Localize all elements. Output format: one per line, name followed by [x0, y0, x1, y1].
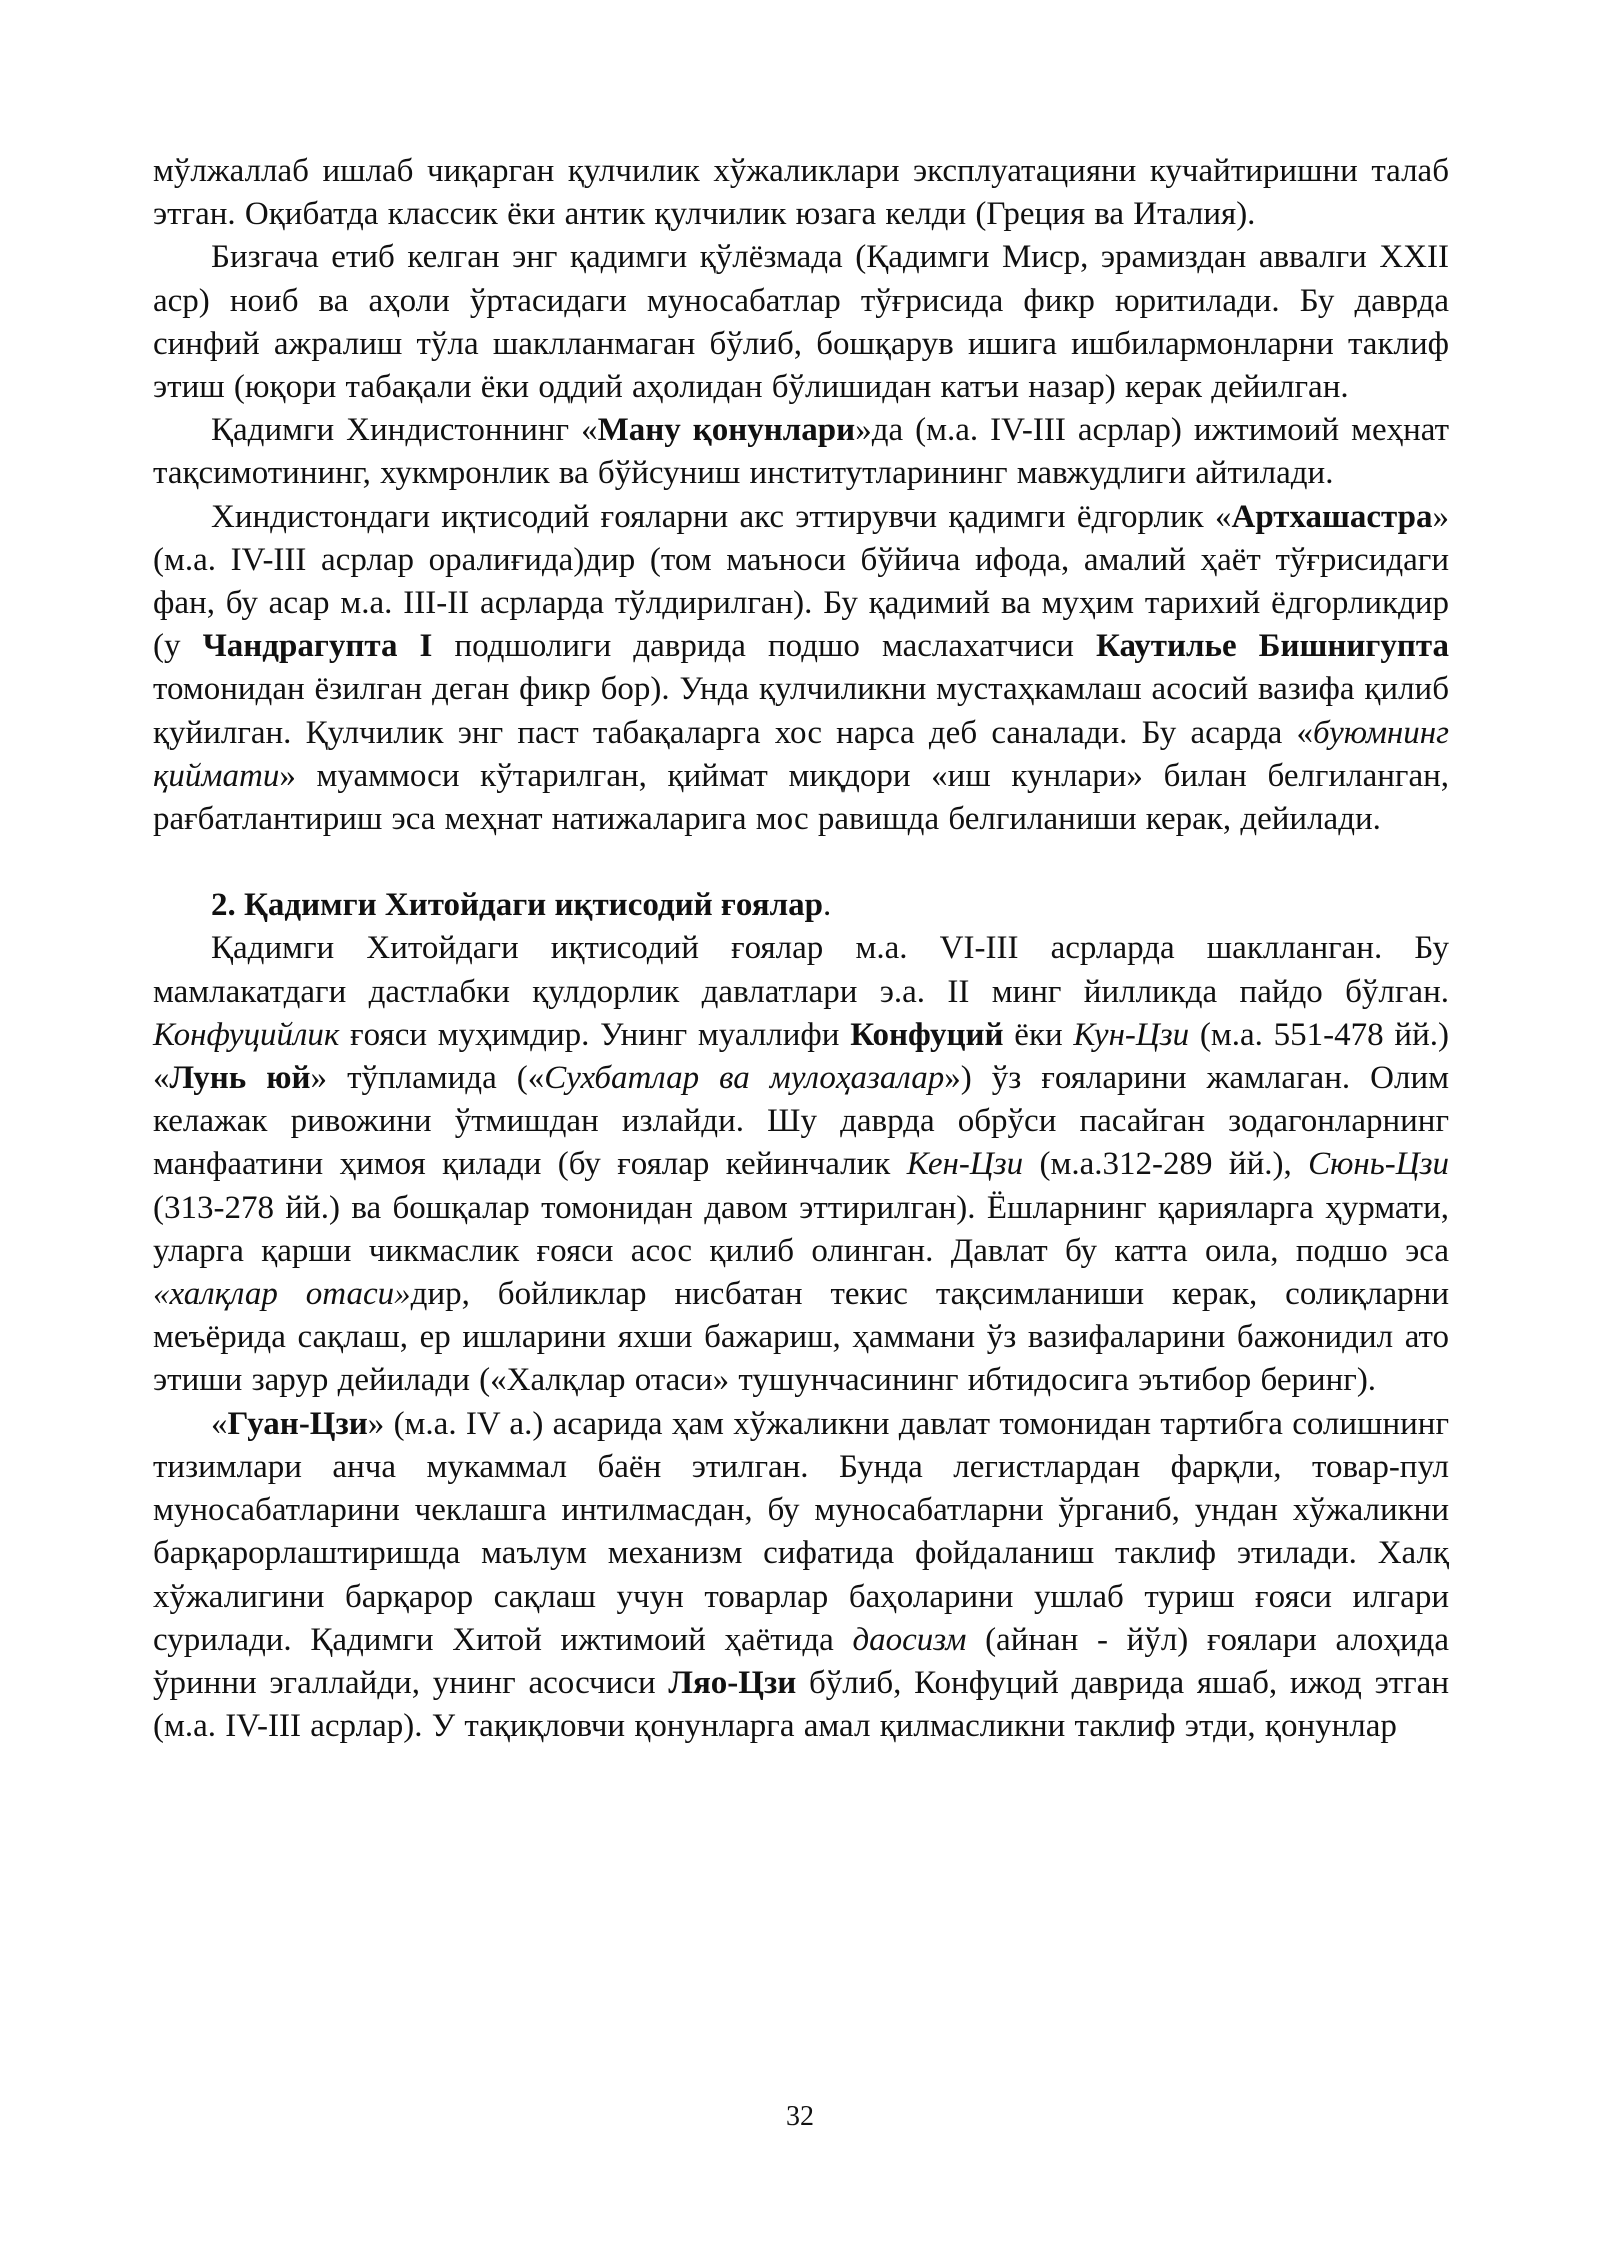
text-run: подшолиги даврида подшо маслахатчиси	[432, 628, 1096, 665]
text-run: ») ўз ғояларини жамлаган. Олим келажак ривожини ўтмишдан излайди. Шу даврда обрўси пасайган зодагонларнинг манфаатини ҳимоя қилади (бу ғоялар кейинчалик	[153, 1060, 1449, 1183]
name-kun-tszi: Кун-Цзи	[1073, 1016, 1190, 1053]
term-father-of-peoples: «халқлар отаси»	[153, 1276, 411, 1313]
paragraph-2-text: Бизгача етиб келган энг қадимги қўлёзмада (Қадимги Миср, эрамиздан аввалги XXII аср) ноиб ва аҳоли ўртасидаги муносабатлар тўғрисида фикр юритилади. Бу даврда синфий ажралиш тўла шаклланмаган бўлиб, бошқарув ишига ишбилармонларни таклиф этиш (юқори табақали ёки оддий аҳолидан бўлишидан катъи назар) керак дейилган.	[153, 239, 1449, 406]
name-confucius: Конфуций	[850, 1016, 1004, 1053]
name-syun-tszi: Сюнь-Цзи	[1308, 1146, 1450, 1183]
title-guan-tszi: Гуан-Цзи	[227, 1405, 368, 1442]
text-run: » муаммоси кўтарилган, қиймат миқдори «иш кунлари» билан белгиланган, рағбатлантириш эса меҳнат натижаларига мос равишда белгиланиши керак, дейилади.	[153, 757, 1449, 838]
title-lun-yu: Лунь юй	[169, 1060, 311, 1097]
text-run: » тўпламида («	[310, 1060, 545, 1097]
paragraph-5	[153, 927, 1449, 1402]
paragraph-1	[153, 150, 1449, 236]
name-lyao-tszi: Ляо-Цзи	[668, 1664, 797, 1701]
term-value-of-goods: буюмнинг қиймати	[153, 714, 1449, 794]
title-conversations: Сухбатлар ва мулоҳазалар	[544, 1060, 945, 1097]
text-run: Хиндистондаги иқтисодий ғояларни акс эттирувчи қадимги ёдгорлик «	[211, 498, 1232, 535]
term-manu-laws: Ману қонунлари	[597, 412, 856, 449]
name-chandragupta: Чандрагупта I	[202, 628, 433, 665]
section-heading-dot: .	[822, 887, 832, 924]
paragraph-3	[153, 409, 1449, 495]
paragraph-6	[153, 1403, 1449, 1749]
text-run: » (м.а. IV а.) асарида ҳам хўжаликни давлат томонидан тартибга солишнинг тизимлари анча мукаммал баён этилган. Бунда легистлардан фарқли, товар-пул муносабатларини чеклашга интилмасдан, бу муносабатларни ўрганиб, ундан хўжаликни барқарорлаштиришда маълум механизм сифатида фойдаланиш таклиф этилади. Халқ хўжалигини барқарор сақлаш учун товарлар баҳоларини ушлаб туриш ғояси илгари сурилади. Қадимги Хитой ижтимоий ҳаётида	[153, 1405, 1449, 1658]
section-heading	[153, 884, 1449, 927]
text-run: ғояси муҳимдир. Унинг муаллифи	[339, 1016, 851, 1053]
text-run: (айнан - йўл) ғоялари алоҳида ўринни эгаллайди, унинг асосчиси	[153, 1621, 1449, 1701]
page-content	[153, 150, 1449, 1748]
term-confucianism: Конфуцийлик	[153, 1016, 340, 1053]
text-run: ёки	[1003, 1016, 1074, 1053]
text-run: бўлиб, Конфуций даврида яшаб, ижод этган (м.а. IV-III асрлар). У тақиқловчи қонунларга амал қилмасликни таклиф этди, қонунлар	[153, 1664, 1449, 1745]
text-run: » (м.а. IV-III асрлар оралиғида)дир (том маъноси бўйича ифода, амалий ҳаёт тўғрисидаги фан, бу асар м.а. III-II асрларда тўлдирилган). Бу қадимий ва муҳим тарихий ёдгорликдир (у	[153, 498, 1449, 665]
paragraph-2	[153, 236, 1449, 409]
name-ken-tszi: Кен-Цзи	[906, 1146, 1024, 1183]
section-heading-text: 2. Қадимги Хитойдаги иқтисодий ғоялар	[211, 887, 823, 924]
term-arthashastra: Артхашастра	[1231, 498, 1433, 535]
text-run: томонидан ёзилган деган фикр бор). Унда қулчиликни мустаҳкамлаш асосий вазифа қилиб қуйилган. Қулчилик энг паст табақаларга хос нарса деб саналади. Бу асарда «	[153, 671, 1449, 751]
text-run: «	[211, 1405, 228, 1442]
text-run: (м.а.312-289 йй.),	[1023, 1146, 1309, 1183]
text-run: »да (м.а. IV-III асрлар) ижтимоий меҳнат тақсимотининг, хукмронлик ва бўйсуниш институтларининг мавжудлиги айтилади.	[153, 412, 1449, 492]
paragraph-1-text: мўлжаллаб ишлаб чиқарган қулчилик хўжаликлари эксплуатацияни кучайтиришни талаб этган. Оқибатда классик ёки антик қулчилик юзага келди (Греция ва Италия).	[153, 153, 1449, 233]
text-run: (313-278 йй.) ва бошқалар томонидан давом эттирилган). Ёшларнинг қарияларга ҳурмати, уларга қарши чикмаслик ғояси асос қилиб олинган. Давлат бу катта оила, подшо эса	[153, 1189, 1449, 1269]
text-run: дир, бойликлар нисбатан текис тақсимланиши керак, солиқларни меъёрида сақлаш, ер ишларини яхши бажариш, ҳаммани ўз вазифаларини бажонидил ато этиши зарур дейилади («Халқлар отаси» тушунчасининг ибтидосига эътибор беринг).	[153, 1276, 1449, 1399]
text-run: Қадимги Хитойдаги иқтисодий ғоялар м.а. VI-III асрларда шаклланган. Бу мамлакатдаги дастлабки қулдорлик давлатлари э.а. II минг йилликда пайдо бўлган.	[153, 930, 1449, 1010]
term-daoism: даосизм	[852, 1621, 967, 1658]
text-run: Қадимги Хиндистоннинг «	[211, 412, 598, 449]
text-run: (м.а. 551-478 йй.) «	[153, 1016, 1449, 1097]
name-kautilya: Каутилье Бишнигупта	[1095, 628, 1450, 665]
paragraph-4	[153, 496, 1449, 842]
page-number: 32	[786, 2101, 814, 2132]
